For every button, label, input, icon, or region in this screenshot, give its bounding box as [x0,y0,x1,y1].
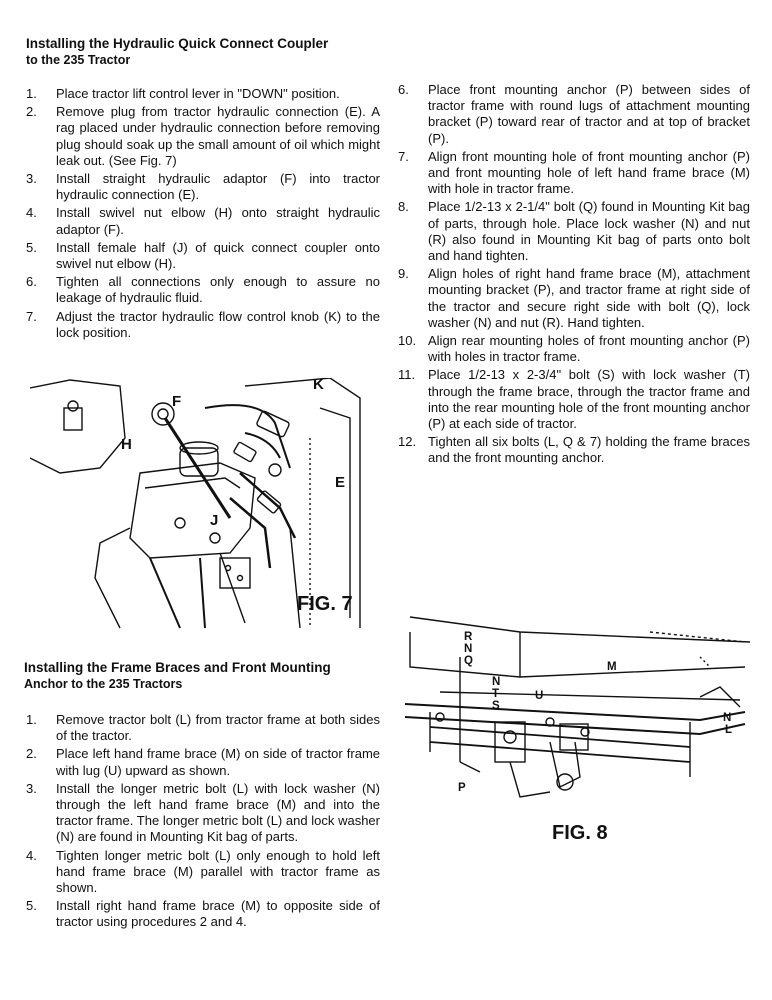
fig8-callout-n3: N [723,712,732,724]
fig8-callout-p: P [458,782,466,794]
section1-step-list [24,86,380,343]
list-item [24,86,380,102]
step-number: 6. [398,82,409,97]
step-text: Tighten all connections only enough to assure no leakage of hydraulic fluid. [56,274,380,306]
section1-title-line2: to the 235 Tractor [26,53,131,67]
list-item [24,746,380,778]
list-item [24,898,380,930]
section1-title-line1: Installing the Hydraulic Quick Connect Coupler [26,36,329,51]
fig8-callout-m: M [607,661,617,673]
step-text: Align rear mounting holes of front mounting anchor (P) with holes in tractor frame. [428,333,750,365]
section2-step-list [24,712,380,933]
fig7-callout-h: H [121,436,132,453]
section2-continued-step-list [396,82,750,469]
step-text: Install right hand frame brace (M) to opposite side of tractor using procedures 2 and 4. [56,898,380,930]
step-text: Remove plug from tractor hydraulic connection (E). A rag placed under hydraulic connection before removing plug should soak up the small amount of oil which might leak out. (See Fig. 7) [56,104,380,168]
list-item [396,434,750,466]
fig7-illustration [30,378,380,636]
list-item [24,171,380,203]
fig8-callout-t: T [492,688,500,700]
fig8-callout-u: U [535,690,544,702]
list-item [396,367,750,432]
step-text: Tighten longer metric bolt (L) only enough to hold left hand frame brace (M) parallel with tractor frame as shown. [56,847,380,896]
step-number: 3. [26,171,37,187]
step-text: Remove tractor bolt (L) from tractor frame at both sides of the tractor. [56,712,380,744]
section1-heading [26,36,386,68]
step-number: 3. [26,780,37,796]
list-item [396,149,750,198]
list-item [24,240,380,272]
step-number: 10. [398,333,417,349]
list-item [24,781,380,846]
step-number: 5. [26,239,37,255]
step-text: Install straight hydraulic adaptor (F) into tractor hydraulic connection (E). [56,171,380,203]
fig8-drawing [400,612,756,802]
step-number: 6. [26,274,37,290]
step-number: 11. [398,367,416,383]
section2-title-line2: Anchor to the 235 Tractors [24,677,183,691]
step-text: Install swivel nut elbow (H) onto straight hydraulic adaptor (F). [56,205,380,237]
fig8-label: FIG. 8 [552,822,608,844]
fig8-callout-r: R [464,631,473,643]
step-number: 5. [26,898,37,914]
step-number: 1. [26,86,37,101]
fig8-callout-n: N [464,643,473,655]
step-number: 4. [26,205,37,221]
fig8-callout-q: Q [464,655,473,667]
step-text: Place front mounting anchor (P) between sides of tractor frame with round lugs of attachment mounting bracket (P) toward rear of tractor and at top of bracket (P). [428,82,750,146]
step-text: Align front mounting hole of front mounting anchor (P) and front mounting hole of left hand frame brace (M) with hole in tractor frame. [428,148,750,197]
list-item [396,333,750,365]
fig7-callout-f: F [172,393,182,410]
section2-heading [24,660,384,692]
list-item [24,205,380,237]
list-item [396,199,750,264]
list-item [24,309,380,341]
step-text: Place 1/2-13 x 2-3/4" bolt (S) with lock washer (T) through the frame brace, through the tractor frame and into the rear mounting hole of the front mounting anchor (P) at each side of tractor. [428,367,750,432]
fig8-illustration [400,612,756,802]
step-text: Place left hand frame brace (M) on side of tractor frame with lug (U) upward as shown. [56,746,380,778]
fig8-callout-s: S [492,700,500,712]
list-item [24,712,380,744]
step-text: Install female half (J) of quick connect coupler onto swivel nut elbow (H). [56,239,380,272]
step-number: 7. [398,148,409,164]
step-number: 12. [398,434,417,450]
step-number: 7. [26,308,37,324]
fig7-callout-e: E [335,474,346,491]
fig7-callout-j: J [210,512,219,529]
step-text: Adjust the tractor hydraulic flow control knob (K) to the lock position. [56,308,380,340]
step-number: 2. [26,746,37,762]
step-number: 8. [398,199,409,215]
step-text: Align holes of right hand frame brace (M), attachment mounting bracket (P), and tractor frame at right side of the tractor and secure right side with bolt (Q), lock washer (N) and nut (R). Hand tighten. [428,266,750,330]
step-text: Tighten all six bolts (L, Q & 7) holding the frame braces and the front mounting anchor. [428,434,750,466]
step-number: 2. [26,104,37,120]
step-text: Place 1/2-13 x 2-1/4" bolt (Q) found in Mounting Kit bag of parts, through hole. Place lock washer (N) and nut (R) also found in Mounting Kit bag of parts onto bolt and hand tighten. [428,199,750,264]
step-number: 9. [398,266,409,282]
list-item [24,848,380,897]
step-number: 1. [26,712,37,727]
fig8-callout-n2: N [492,676,501,688]
step-text: Place tractor lift control lever in "DOWN" position. [56,86,340,101]
step-number: 4. [26,847,37,863]
fig7-callout-k: K [313,376,324,393]
list-item [24,274,380,306]
section2-title-line1: Installing the Frame Braces and Front Mounting [24,660,331,675]
step-text: Install the longer metric bolt (L) with lock washer (N) through the left hand frame brace (M) and into the tractor frame. The longer metric bolt (L) and lock washer (N) are found in Mounting Kit bag of parts. [56,780,380,845]
fig7-label: FIG. 7 [297,593,353,615]
list-item [24,104,380,169]
list-item [396,82,750,147]
list-item [396,266,750,331]
fig8-callout-l: L [725,724,733,736]
